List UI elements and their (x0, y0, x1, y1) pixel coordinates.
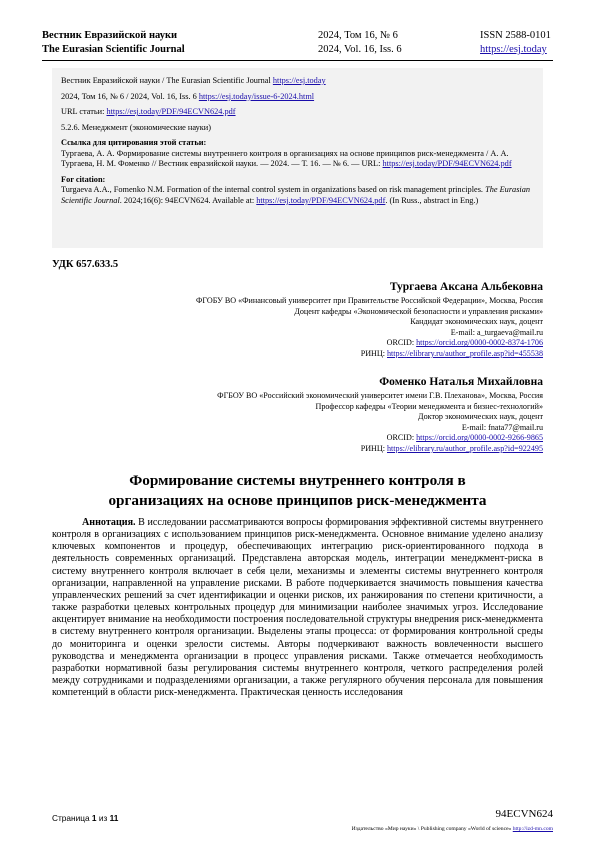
author-block-2 (217, 375, 543, 455)
udk-code: УДК 657.633.5 (52, 259, 119, 270)
citation-en-link[interactable]: https://esj.today/PDF/94ECVN624.pdf (256, 195, 386, 205)
header-divider (42, 60, 553, 61)
article-title (52, 471, 543, 510)
rinc-link[interactable]: https://elibrary.ru/author_profile.asp?id=455538 (387, 348, 543, 358)
author-block-1 (196, 280, 543, 360)
site-link[interactable]: https://esj.today (480, 44, 547, 55)
author-rinc: РИНЦ: https://elibrary.ru/author_profile.asp?id=922495 (360, 443, 543, 453)
orcid-link[interactable]: https://orcid.org/0000-0002-8374-1706 (416, 338, 543, 348)
citation-ru-heading: Ссылка для цитирования этой статьи: (61, 138, 207, 148)
author-affiliation: ФГОБУ ВО «Финансовый университет при Правительстве Российской Федерации», Москва, Россия (195, 296, 543, 305)
citation-ru-text: Тургаева, А. А. Формирование системы внутреннего контроля в организациях на основе принципов риск-менеджмента / А. А. Тургаева, Н. М. Фоменко // Вестник евразийской науки. — 2024. — Т. 16. — № 6. — URL: https://esj.today/PDF/94ECVN624.pdf (61, 148, 512, 169)
issue-ru: 2024, Том 16, № 6 (318, 30, 398, 41)
author-orcid: ORCID: https://orcid.org/0000-0002-8374-1706 (386, 338, 543, 348)
specialty-line: 5.2.6. Менеджмент (экономические науки) (61, 122, 211, 132)
page-number: Страница 1 из 11 (52, 813, 119, 823)
citation-ru-link[interactable]: https://esj.today/PDF/94ECVN624.pdf (382, 159, 512, 169)
author-email: E-mail: a_turgaeva@mail.ru (450, 327, 543, 337)
issue-en: 2024, Vol. 16, Iss. 6 (318, 44, 402, 55)
citation-en-text: Turgaeva A.A., Fomenko N.M. Formation of the internal control system in organizations based on risk management principles. The Eurasian Scientific Journal. 2024;16(6): 94ECVN624. Available at: https://esj.today/PDF/94ECVN624.pdf. (In Russ., abstract in Eng.) (61, 185, 531, 205)
author-rinc: РИНЦ: https://elibrary.ru/author_profile.asp?id=455538 (360, 348, 543, 358)
publisher-link[interactable]: http://izd-mn.com (512, 826, 553, 832)
author-position: Профессор кафедры «Теории менеджмента и бизнес-технологий» (315, 401, 543, 411)
author-affiliation: ФГБОУ ВО «Российский экономический университет имени Г.В. Плеханова», Москва, Россия (217, 391, 543, 400)
abstract-label: Аннотация. (82, 517, 136, 528)
citation-info-box (52, 68, 543, 248)
citation-en-journal: The Eurasian Scientific Journal (61, 185, 531, 205)
article-url-link[interactable]: https://esj.today/PDF/94ECVN624.pdf (106, 107, 236, 117)
article-url-line: URL статьи: https://esj.today/PDF/94ECVN624.pdf (61, 107, 236, 117)
author-email: E-mail: fnata77@mail.ru (461, 422, 543, 432)
publisher-line: Издательство «Мир науки» \ Publishing company «World of science» http://izd-mn.com (351, 826, 553, 832)
rinc-link[interactable]: https://elibrary.ru/author_profile.asp?id=922495 (387, 443, 543, 453)
author-orcid: ORCID: https://orcid.org/0000-0002-9266-9865 (386, 433, 543, 443)
author-degree: Доктор экономических наук, доцент (418, 412, 543, 422)
citation-en-heading: For citation: (61, 174, 106, 184)
author-degree: Кандидат экономических наук, доцент (410, 317, 543, 327)
journal-line: Вестник Евразийской науки / The Eurasian Scientific Journal https://esj.today (61, 76, 326, 85)
issue-link[interactable]: https://esj.today/issue-6-2024.html (198, 91, 315, 101)
author-name: Тургаева Аксана Альбековна (389, 281, 543, 293)
journal-name-en: The Eurasian Scientific Journal (42, 44, 185, 55)
author-position: Доцент кафедры «Экономической безопасности и управления рисками» (294, 306, 543, 316)
article-code: 94ECVN624 (495, 808, 553, 820)
issn-block (480, 29, 551, 57)
issn: ISSN 2588-0101 (480, 30, 551, 41)
abstract-text: В исследовании рассматриваются вопросы формирования эффективной системы внутреннего контроля в организациях с использованием принципов риск-менеджмента. Основное внимание уделено анализу ключевых компонентов и процедур, обеспечивающих интеграцию риск-ориентированного подхода в деятельность современных организаций. Представлена авторская модель, интеграции менеджмент-риска в систему внутреннего контроля включает в себя цели, механизмы и элементы системы внутреннего контроля организации, направленной на управление рисками. В работе подчеркивается значимость повышения качества управленческих решений за счет идентификации и оценки рисков, их ранжирования по степени критичности, а также разработки целевых контрольных процедур для минимизации наиболее значимых угроз. Исследование акцентирует внимание на необходимости построения последовательной структуры внедрения риск-менеджмента в систему внутреннего контроля организации. Выделены этапы процесса: от формирования контрольной среды до мониторинга и оценки зрелости системы. Авторы подчеркивают важность вовлеченности высшего руководства и менеджмента организации в процесс управления рисками. Также отмечается необходимость разработки нормативной базы регулирования системы внутреннего контроля, четкого распределения ролей между сотрудниками и подразделениями организации, а также регулярного обучения персонала для повышения компетенций в области риск-менеджмента. Практическая ценность исследования (52, 517, 543, 699)
journal-link[interactable]: https://esj.today (272, 76, 326, 85)
author-name: Фоменко Наталья Михайловна (379, 376, 543, 388)
article-title-line-1: Формирование системы внутреннего контроля в (129, 472, 466, 489)
abstract (52, 517, 543, 699)
journal-name-ru: Вестник Евразийской науки (42, 30, 178, 41)
orcid-link[interactable]: https://orcid.org/0000-0002-9266-9865 (416, 433, 543, 443)
article-title-line-2: организациях на основе принципов риск-менеджмента (108, 491, 487, 509)
issue-line: 2024, Том 16, № 6 / 2024, Vol. 16, Iss. 6 https://esj.today/issue-6-2024.html (61, 91, 315, 101)
running-header (42, 29, 553, 59)
issue-info (318, 29, 402, 57)
journal-name (42, 29, 185, 57)
